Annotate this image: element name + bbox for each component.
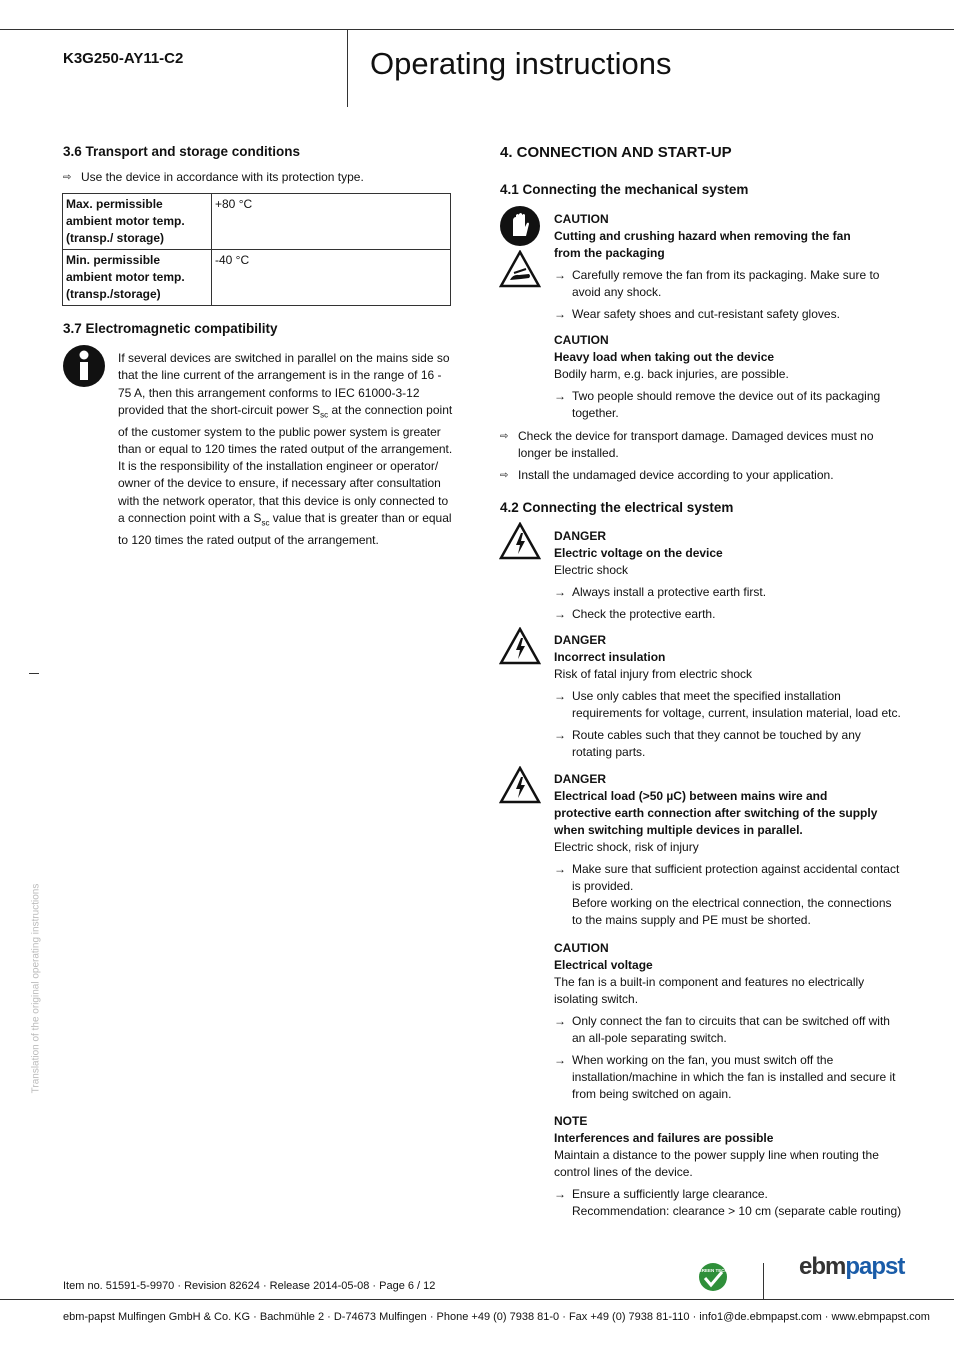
danger-insulation-block bbox=[554, 632, 904, 761]
gloves-icon bbox=[499, 205, 541, 247]
caution-cutting-block bbox=[554, 211, 904, 323]
hazard-title: Electrical voltage bbox=[554, 958, 653, 972]
ebmpapst-logo: ebmpapst bbox=[799, 1253, 905, 1280]
hazard-title: Interferences and failures are possible bbox=[554, 1131, 774, 1145]
fold-mark bbox=[29, 673, 39, 674]
list-item: → Two people should remove the device out of its packaging together. bbox=[554, 389, 881, 420]
list-item: → Route cables such that they cannot be touched by any rotating parts. bbox=[554, 728, 861, 759]
right-arrow-icon: → bbox=[554, 307, 566, 321]
hazard-title: Heavy load when taking out the device bbox=[554, 350, 775, 364]
list-item bbox=[63, 169, 461, 186]
caution-label: CAUTION bbox=[554, 941, 609, 955]
footer-rule bbox=[0, 1299, 954, 1300]
danger-label: DANGER bbox=[554, 633, 607, 647]
model-number: K3G250-AY11-C2 bbox=[63, 50, 184, 67]
hand-crush-warning-icon bbox=[499, 250, 541, 288]
right-arrow-icon: → bbox=[554, 728, 566, 742]
list-item: → Ensure a sufficiently large clearance. Recommendation: clearance > 10 cm (separate cable routing) bbox=[554, 1187, 902, 1218]
emc-paragraph: If several devices are switched in parallel on the mains side so that the line current of the arrangement is in the range of 16 - 75 A, then this arrangement conforms to IEC 61000-3-12 provided that the short-circuit power $S_{sc}$ at the connection point of the customer system to the public power system is greater than or equal to 120 times the rated output of the arrangement. It is the responsibility of the installation engineer or operator/ owner of the device to ensure, if necessary after consultation with the network operator, that this device is only connected to a connection point with a $S_{sc}$ value that is greater than or equal to 120 times the rated output of the arrangement. bbox=[118, 351, 453, 547]
hazard-title: Electric voltage on the device bbox=[554, 546, 723, 560]
hazard-title: Incorrect insulation bbox=[554, 650, 666, 664]
section-3-6-heading: 3.6 Transport and storage conditions bbox=[63, 144, 301, 159]
right-arrow-icon: → bbox=[554, 268, 566, 282]
right-arrow-icon: → bbox=[554, 585, 566, 599]
right-arrow-icon: → bbox=[554, 1014, 566, 1028]
list-item: → Carefully remove the fan from its packaging. Make sure to avoid any shock. bbox=[554, 268, 880, 299]
table-row bbox=[63, 194, 451, 250]
hazard-desc: The fan is a built-in component and features no electrically isolating switch. bbox=[554, 975, 865, 1006]
caution-label: CAUTION bbox=[554, 333, 609, 347]
table-key: Max. permissible ambient motor temp. (transp./ storage) bbox=[63, 194, 212, 250]
arrow-icon: ⇨ bbox=[500, 470, 509, 481]
electric-warning-icon bbox=[499, 522, 541, 560]
hazard-desc: Electric shock bbox=[554, 563, 629, 577]
electric-warning-icon bbox=[499, 766, 541, 804]
list-item: → Always install a protective earth first. bbox=[554, 585, 767, 599]
side-note: Translation of the original operating instructions bbox=[30, 883, 42, 1094]
caution-label: CAUTION bbox=[554, 212, 609, 226]
right-arrow-icon: → bbox=[554, 1053, 566, 1067]
caution-heavy-block bbox=[554, 332, 904, 422]
list-item: → When working on the fan, you must switch off the installation/machine in which the fan is installed and secure it from being switched on again. bbox=[554, 1053, 896, 1101]
hazard-title: Electrical load (>50 µC) between mains wire and protective earth connection after switching of the supply when switching multiple devices in parallel. bbox=[554, 789, 878, 837]
list-item: → Only connect the fan to circuits that can be switched off with an all-pole separating switch. bbox=[554, 1014, 890, 1045]
table-value: -40 °C bbox=[212, 250, 451, 306]
right-arrow-icon: → bbox=[554, 1187, 566, 1201]
right-arrow-icon: → bbox=[554, 607, 566, 621]
top-rule bbox=[0, 29, 954, 30]
note-interference-block bbox=[554, 1113, 904, 1220]
table-key: Min. permissible ambient motor temp. (transp./storage) bbox=[63, 250, 212, 306]
arrow-icon: ⇨ bbox=[500, 431, 509, 442]
note-label: NOTE bbox=[554, 1114, 588, 1128]
page-title: Operating instructions bbox=[370, 46, 672, 81]
danger-voltage-block bbox=[554, 528, 904, 623]
list-item: ⇨ Install the undamaged device according to your application. bbox=[500, 468, 834, 482]
company-info: ebm-papst Mulfingen GmbH & Co. KG · Bachmühle 2 · D-74673 Mulfingen · Phone +49 (0) 7938 81-0 · Fax +49 (0) 7938 81-110 · info1@de.ebmpapst.com · www.ebmpapst.com bbox=[63, 1311, 930, 1323]
list-item: ⇨ Check the device for transport damage. Damaged devices must no longer be installed. bbox=[500, 429, 874, 460]
green-tech-badge-icon bbox=[697, 1262, 729, 1292]
header-divider bbox=[347, 29, 348, 107]
danger-label: DANGER bbox=[554, 772, 607, 786]
list-item: → Check the protective earth. bbox=[554, 607, 716, 621]
bullet-text: Use the device in accordance with its protection type. bbox=[81, 170, 364, 184]
section-4-heading: 4. CONNECTION AND START-UP bbox=[500, 144, 732, 161]
conditions-table bbox=[62, 193, 451, 306]
info-icon bbox=[62, 344, 106, 388]
caution-electrical-voltage-block bbox=[554, 940, 904, 1103]
footer-divider bbox=[763, 1263, 764, 1299]
right-arrow-icon: → bbox=[554, 862, 566, 876]
list-item: → Use only cables that meet the specified installation requirements for voltage, current, insulation material, load etc. bbox=[554, 689, 901, 720]
danger-electrical-load-block bbox=[554, 771, 904, 929]
item-info: Item no. 51591-5-9970 · Revision 82624 · Release 2014-05-08 · Page 6 / 12 bbox=[63, 1280, 436, 1292]
right-arrow-icon: → bbox=[554, 389, 566, 403]
table-row bbox=[63, 250, 451, 306]
right-arrow-icon: → bbox=[554, 689, 566, 703]
hazard-desc: Maintain a distance to the power supply line when routing the control lines of the device. bbox=[554, 1148, 879, 1179]
svg-text:GREEN TECH: GREEN TECH bbox=[698, 1268, 728, 1273]
arrow-icon: ⇨ bbox=[63, 172, 72, 183]
electric-warning-icon bbox=[499, 627, 541, 665]
section-4-2-heading: 4.2 Connecting the electrical system bbox=[500, 500, 734, 515]
danger-label: DANGER bbox=[554, 529, 607, 543]
section-3-7-heading: 3.7 Electromagnetic compatibility bbox=[63, 321, 278, 336]
list-item: → Make sure that sufficient protection against accidental contact is provided. Before working on the electrical connection, the connections to the mains supply and PE must be shorted. bbox=[554, 862, 900, 927]
section-4-1-heading: 4.1 Connecting the mechanical system bbox=[500, 182, 749, 197]
hazard-title: Cutting and crushing hazard when removing the fan from the packaging bbox=[554, 229, 851, 260]
hazard-desc: Risk of fatal injury from electric shock bbox=[554, 667, 753, 681]
hazard-desc: Bodily harm, e.g. back injuries, are possible. bbox=[554, 367, 789, 381]
hazard-desc: Electric shock, risk of injury bbox=[554, 840, 699, 854]
list-item: → Wear safety shoes and cut-resistant safety gloves. bbox=[554, 307, 840, 321]
table-value: +80 °C bbox=[212, 194, 451, 250]
